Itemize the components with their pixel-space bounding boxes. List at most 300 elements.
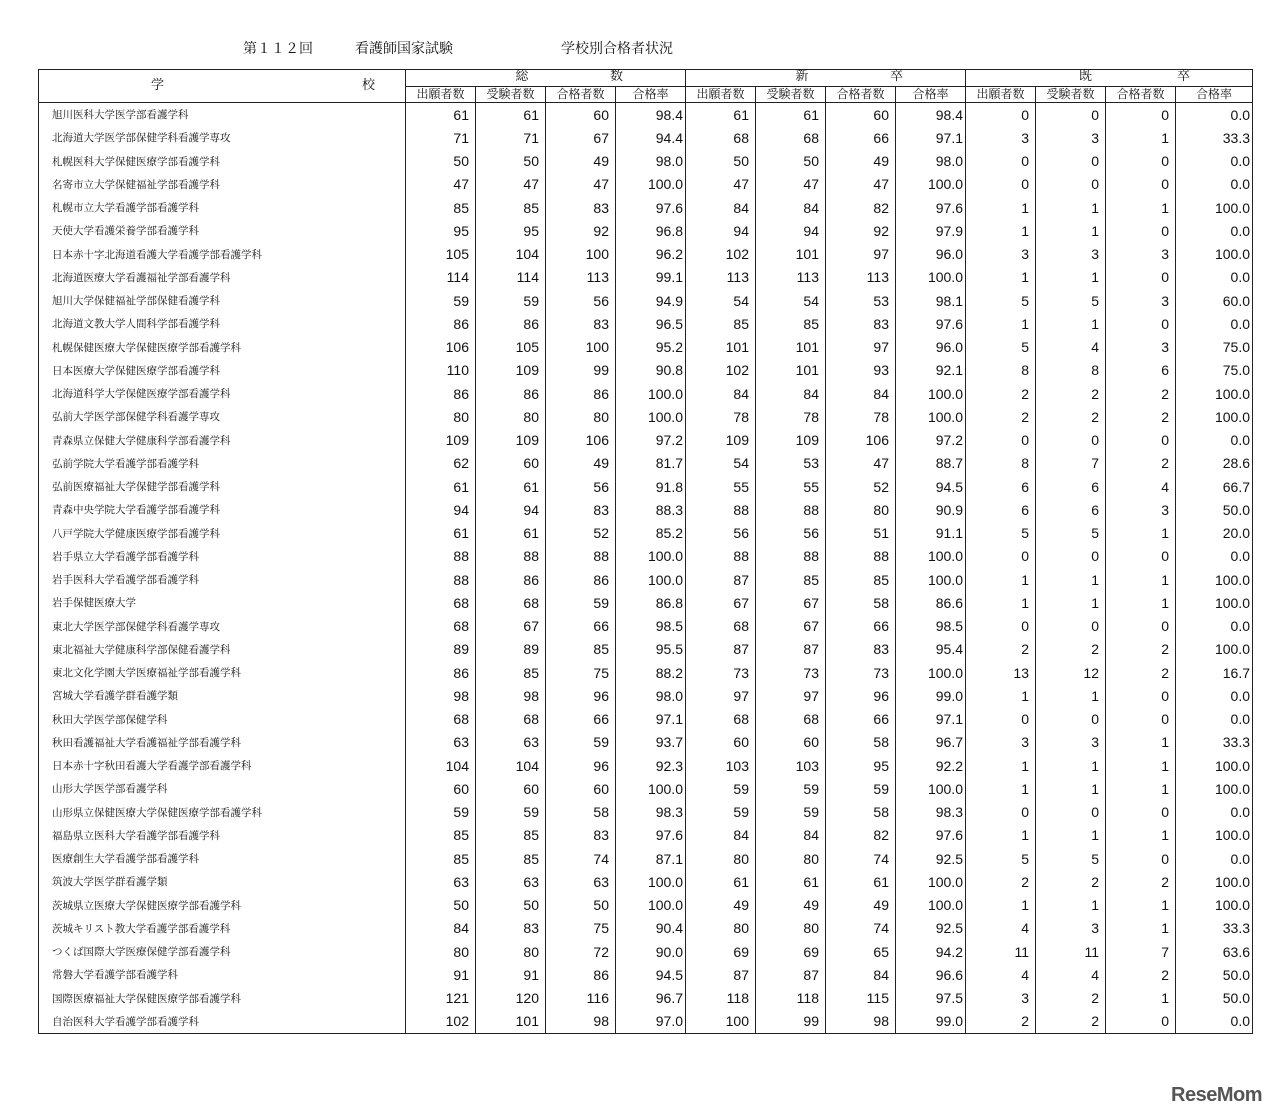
table-cell: 3 (1106, 243, 1176, 266)
table-cell: 2 (1036, 870, 1106, 893)
group-total-header (406, 70, 686, 87)
table-cell: 100.0 (1176, 824, 1253, 847)
school-name: 国際医療福祉大学保健医療学部看護学科 (39, 987, 406, 1010)
table-cell: 84 (686, 824, 756, 847)
table-cell: 94 (756, 219, 826, 242)
table-cell: 88 (546, 545, 616, 568)
table-cell: 60 (686, 731, 756, 754)
table-row (39, 243, 1253, 266)
table-cell: 53 (756, 452, 826, 475)
table-cell: 92.3 (616, 754, 686, 777)
table-cell: 89 (476, 638, 546, 661)
table-cell: 50 (476, 894, 546, 917)
table-cell: 0 (1106, 847, 1176, 870)
table-cell: 66 (546, 708, 616, 731)
table-cell: 120 (476, 987, 546, 1010)
table-cell: 100.0 (896, 545, 966, 568)
table-cell: 47 (476, 173, 546, 196)
group-total-right: 数 (609, 68, 623, 83)
table-cell: 1 (1106, 731, 1176, 754)
table-cell: 84 (686, 382, 756, 405)
group-past-right: 卒 (1176, 68, 1190, 83)
table-cell: 98 (406, 684, 476, 707)
school-name: 北海道大学医学部保健学科看護学専攻 (39, 126, 406, 149)
table-cell: 96.7 (616, 987, 686, 1010)
table-row (39, 405, 1253, 428)
table-cell: 92.2 (896, 754, 966, 777)
table-cell: 60 (546, 103, 616, 127)
table-cell: 59 (686, 801, 756, 824)
table-cell: 113 (686, 266, 756, 289)
table-cell: 100.0 (896, 777, 966, 800)
group-new-header (686, 70, 966, 87)
table-row (39, 731, 1253, 754)
table-row (39, 824, 1253, 847)
table-cell: 1 (966, 196, 1036, 219)
table-cell: 86.6 (896, 591, 966, 614)
table-cell: 61 (686, 870, 756, 893)
table-cell: 86.8 (616, 591, 686, 614)
table-cell: 85 (826, 568, 896, 591)
table-cell: 80 (476, 940, 546, 963)
school-name: 札幌市立大学看護学部看護学科 (39, 196, 406, 219)
table-cell: 61 (476, 103, 546, 127)
table-cell: 96.7 (896, 731, 966, 754)
school-name: 弘前学院大学看護学部看護学科 (39, 452, 406, 475)
subcolumn-header: 受験者数 (1036, 87, 1106, 103)
table-cell: 33.3 (1176, 731, 1253, 754)
table-cell: 69 (686, 940, 756, 963)
table-cell: 85 (476, 196, 546, 219)
table-cell: 74 (826, 847, 896, 870)
table-cell: 59 (406, 801, 476, 824)
table-cell: 5 (1036, 847, 1106, 870)
table-cell: 97.6 (896, 312, 966, 335)
table-cell: 0.0 (1176, 1010, 1253, 1034)
school-name: 岩手保健医療大学 (39, 591, 406, 614)
table-cell: 58 (826, 591, 896, 614)
table-cell: 54 (686, 289, 756, 312)
school-header-right: 校 (362, 77, 376, 92)
subcolumn-header: 合格率 (616, 87, 686, 103)
table-cell: 80 (406, 940, 476, 963)
table-row (39, 196, 1253, 219)
table-cell: 50 (756, 150, 826, 173)
table-cell: 87 (686, 568, 756, 591)
table-cell: 1 (1106, 196, 1176, 219)
results-table (38, 69, 1253, 1034)
table-cell: 68 (686, 615, 756, 638)
school-name: 東北福祉大学健康科学部保健看護学科 (39, 638, 406, 661)
table-cell: 90.9 (896, 498, 966, 521)
table-cell: 67 (756, 615, 826, 638)
table-cell: 73 (686, 661, 756, 684)
table-cell: 97.6 (896, 196, 966, 219)
table-cell: 72 (546, 940, 616, 963)
table-cell: 66 (826, 708, 896, 731)
table-cell: 1 (966, 754, 1036, 777)
table-cell: 106 (546, 429, 616, 452)
table-cell: 84 (756, 196, 826, 219)
table-cell: 78 (686, 405, 756, 428)
table-cell: 100 (546, 336, 616, 359)
table-cell: 101 (756, 359, 826, 382)
table-cell: 86 (476, 382, 546, 405)
table-cell: 2 (1106, 963, 1176, 986)
table-cell: 6 (966, 475, 1036, 498)
table-cell: 85.2 (616, 522, 686, 545)
school-name: 札幌保健医療大学保健医療学部看護学科 (39, 336, 406, 359)
table-cell: 59 (756, 801, 826, 824)
table-cell: 97.2 (616, 429, 686, 452)
table-cell: 2 (966, 638, 1036, 661)
table-cell: 49 (546, 452, 616, 475)
table-cell: 95 (826, 754, 896, 777)
table-cell: 1 (1036, 312, 1106, 335)
table-cell: 68 (406, 615, 476, 638)
table-row (39, 522, 1253, 545)
table-cell: 100.0 (616, 173, 686, 196)
school-name: 青森県立保健大学健康科学部看護学科 (39, 429, 406, 452)
table-cell: 67 (756, 591, 826, 614)
table-cell: 67 (686, 591, 756, 614)
table-cell: 100.0 (1176, 243, 1253, 266)
table-cell: 59 (756, 777, 826, 800)
table-row (39, 684, 1253, 707)
table-row (39, 498, 1253, 521)
table-cell: 80 (826, 498, 896, 521)
title-exam-number: 第１１２回 (243, 41, 313, 57)
table-cell: 47 (826, 173, 896, 196)
table-cell: 1 (966, 591, 1036, 614)
table-cell: 56 (546, 475, 616, 498)
school-name: 日本赤十字秋田看護大学看護学部看護学科 (39, 754, 406, 777)
school-name: 青森中央学院大学看護学部看護学科 (39, 498, 406, 521)
table-row (39, 661, 1253, 684)
table-cell: 66 (546, 615, 616, 638)
table-cell: 1 (1106, 522, 1176, 545)
table-cell: 85 (476, 824, 546, 847)
table-cell: 74 (546, 847, 616, 870)
table-cell: 47 (546, 173, 616, 196)
table-cell: 11 (1036, 940, 1106, 963)
table-cell: 100.0 (1176, 638, 1253, 661)
table-cell: 109 (686, 429, 756, 452)
table-cell: 100.0 (1176, 591, 1253, 614)
group-past-left: 既 (1079, 68, 1093, 83)
table-cell: 85 (476, 661, 546, 684)
table-cell: 84 (756, 382, 826, 405)
table-cell: 100.0 (896, 382, 966, 405)
table-cell: 97.6 (616, 824, 686, 847)
table-cell: 104 (476, 243, 546, 266)
table-cell: 101 (476, 1010, 546, 1034)
table-cell: 8 (966, 452, 1036, 475)
table-cell: 98.5 (896, 615, 966, 638)
table-cell: 95 (406, 219, 476, 242)
table-cell: 82 (826, 196, 896, 219)
table-cell: 100.0 (896, 405, 966, 428)
table-cell: 6 (1036, 498, 1106, 521)
table-cell: 96.6 (896, 963, 966, 986)
table-cell: 84 (756, 824, 826, 847)
table-cell: 3 (966, 987, 1036, 1010)
table-cell: 83 (546, 196, 616, 219)
table-cell: 89 (406, 638, 476, 661)
table-cell: 0.0 (1176, 219, 1253, 242)
table-cell: 4 (1036, 963, 1106, 986)
table-cell: 2 (1106, 661, 1176, 684)
table-cell: 59 (476, 801, 546, 824)
table-cell: 110 (406, 359, 476, 382)
table-cell: 60 (476, 777, 546, 800)
table-cell: 47 (686, 173, 756, 196)
table-cell: 100.0 (616, 777, 686, 800)
table-cell: 88.3 (616, 498, 686, 521)
table-cell: 83 (476, 917, 546, 940)
table-cell: 104 (406, 754, 476, 777)
table-cell: 6 (1106, 359, 1176, 382)
table-cell: 0 (966, 801, 1036, 824)
table-cell: 55 (756, 475, 826, 498)
school-name: 宮城大学看護学群看護学類 (39, 684, 406, 707)
table-row (39, 987, 1253, 1010)
table-cell: 4 (966, 917, 1036, 940)
table-row (39, 150, 1253, 173)
school-name: 北海道科学大学保健医療学部看護学科 (39, 382, 406, 405)
table-cell: 1 (1036, 684, 1106, 707)
table-cell: 83 (826, 312, 896, 335)
table-cell: 0 (1106, 266, 1176, 289)
table-cell: 82 (826, 824, 896, 847)
table-cell: 0.0 (1176, 173, 1253, 196)
table-cell: 101 (756, 336, 826, 359)
table-cell: 90.0 (616, 940, 686, 963)
table-row (39, 940, 1253, 963)
table-cell: 106 (826, 429, 896, 452)
subcolumn-header: 受験者数 (756, 87, 826, 103)
table-cell: 0.0 (1176, 684, 1253, 707)
table-row (39, 545, 1253, 568)
table-cell: 1 (1106, 824, 1176, 847)
table-cell: 0 (1106, 615, 1176, 638)
table-cell: 81.7 (616, 452, 686, 475)
table-cell: 100 (686, 1010, 756, 1034)
table-cell: 0 (966, 103, 1036, 127)
table-cell: 5 (966, 336, 1036, 359)
table-cell: 56 (546, 289, 616, 312)
table-cell: 0.0 (1176, 545, 1253, 568)
table-cell: 102 (686, 359, 756, 382)
table-cell: 88 (406, 545, 476, 568)
table-cell: 85 (406, 196, 476, 219)
table-cell: 3 (966, 731, 1036, 754)
table-cell: 98.4 (616, 103, 686, 127)
table-cell: 98 (826, 1010, 896, 1034)
table-cell: 86 (546, 963, 616, 986)
table-cell: 97.1 (616, 708, 686, 731)
table-cell: 94 (406, 498, 476, 521)
table-cell: 0.0 (1176, 708, 1253, 731)
table-row (39, 452, 1253, 475)
school-name: 秋田看護福祉大学看護福祉学部看護学科 (39, 731, 406, 754)
table-cell: 100.0 (1176, 382, 1253, 405)
table-cell: 61 (406, 522, 476, 545)
table-cell: 94.9 (616, 289, 686, 312)
table-cell: 0.0 (1176, 429, 1253, 452)
table-cell: 60 (546, 777, 616, 800)
table-cell: 52 (826, 475, 896, 498)
table-cell: 0 (1036, 801, 1106, 824)
table-cell: 2 (1036, 405, 1106, 428)
subcolumn-header: 合格者数 (826, 87, 896, 103)
table-cell: 98.3 (616, 801, 686, 824)
table-cell: 100.0 (616, 405, 686, 428)
table-cell: 99.0 (896, 1010, 966, 1034)
school-name: 筑波大学医学群看護学類 (39, 870, 406, 893)
table-cell: 50 (406, 150, 476, 173)
table-cell: 88 (406, 568, 476, 591)
table-row (39, 894, 1253, 917)
table-cell: 98.1 (896, 289, 966, 312)
table-cell: 1 (1106, 754, 1176, 777)
school-name: 秋田大学医学部保健学科 (39, 708, 406, 731)
table-cell: 50 (686, 150, 756, 173)
table-cell: 53 (826, 289, 896, 312)
table-cell: 92.5 (896, 847, 966, 870)
table-cell: 60.0 (1176, 289, 1253, 312)
table-cell: 60 (406, 777, 476, 800)
table-cell: 0.0 (1176, 847, 1253, 870)
table-cell: 3 (1106, 498, 1176, 521)
table-cell: 102 (686, 243, 756, 266)
school-name: 岩手県立大学看護学部看護学科 (39, 545, 406, 568)
table-cell: 97.6 (616, 196, 686, 219)
table-cell: 8 (966, 359, 1036, 382)
table-cell: 85 (686, 312, 756, 335)
table-cell: 83 (546, 312, 616, 335)
table-cell: 3 (1036, 126, 1106, 149)
table-cell: 0 (1036, 173, 1106, 196)
table-row (39, 126, 1253, 149)
table-cell: 99 (546, 359, 616, 382)
table-cell: 1 (966, 777, 1036, 800)
table-cell: 75.0 (1176, 336, 1253, 359)
group-past-header (966, 70, 1253, 87)
table-cell: 3 (966, 126, 1036, 149)
table-cell: 1 (1036, 591, 1106, 614)
table-cell: 1 (1036, 568, 1106, 591)
table-cell: 63 (406, 870, 476, 893)
table-cell: 96.0 (896, 336, 966, 359)
table-cell: 83 (546, 824, 616, 847)
table-cell: 97.1 (896, 126, 966, 149)
table-cell: 100.0 (1176, 894, 1253, 917)
table-cell: 0.0 (1176, 312, 1253, 335)
subcolumn-header: 出願者数 (686, 87, 756, 103)
table-cell: 1 (1106, 568, 1176, 591)
table-cell: 63 (476, 870, 546, 893)
table-cell: 71 (476, 126, 546, 149)
subcolumn-header: 合格率 (896, 87, 966, 103)
table-cell: 75 (546, 917, 616, 940)
table-cell: 6 (1036, 475, 1106, 498)
table-cell: 80 (406, 405, 476, 428)
table-cell: 94.2 (896, 940, 966, 963)
table-cell: 115 (826, 987, 896, 1010)
table-row (39, 289, 1253, 312)
table-cell: 91.8 (616, 475, 686, 498)
table-cell: 101 (756, 243, 826, 266)
table-cell: 88 (756, 498, 826, 521)
table-cell: 13 (966, 661, 1036, 684)
table-cell: 97.9 (896, 219, 966, 242)
table-cell: 56 (756, 522, 826, 545)
table-cell: 1 (966, 684, 1036, 707)
resemom-logo: ReseMom (1171, 1084, 1262, 1106)
table-cell: 109 (476, 359, 546, 382)
table-cell: 49 (826, 150, 896, 173)
table-cell: 63 (476, 731, 546, 754)
school-name: 東北大学医学部保健学科看護学専攻 (39, 615, 406, 638)
table-cell: 114 (476, 266, 546, 289)
school-name: 八戸学院大学健康医療学部看護学科 (39, 522, 406, 545)
table-cell: 80 (756, 917, 826, 940)
table-cell: 59 (546, 591, 616, 614)
table-cell: 116 (546, 987, 616, 1010)
table-cell: 109 (756, 429, 826, 452)
table-row (39, 754, 1253, 777)
table-cell: 2 (1036, 382, 1106, 405)
table-cell: 92 (546, 219, 616, 242)
table-cell: 88 (756, 545, 826, 568)
table-cell: 2 (966, 1010, 1036, 1034)
table-cell: 90.4 (616, 917, 686, 940)
table-row (39, 591, 1253, 614)
subcolumn-header: 出願者数 (966, 87, 1036, 103)
table-cell: 1 (966, 894, 1036, 917)
table-cell: 63 (406, 731, 476, 754)
table-cell: 61 (826, 870, 896, 893)
table-cell: 100.0 (896, 661, 966, 684)
school-name: 弘前大学医学部保健学科看護学専攻 (39, 405, 406, 428)
table-cell: 80 (546, 405, 616, 428)
table-row (39, 382, 1253, 405)
table-cell: 88 (826, 545, 896, 568)
table-cell: 99 (756, 1010, 826, 1034)
table-cell: 0 (966, 429, 1036, 452)
table-cell: 11 (966, 940, 1036, 963)
table-cell: 83 (546, 498, 616, 521)
table-cell: 59 (546, 731, 616, 754)
table-cell: 61 (406, 475, 476, 498)
table-cell: 1 (966, 312, 1036, 335)
title-exam-name: 看護師国家試験 (355, 41, 453, 57)
table-cell: 105 (406, 243, 476, 266)
table-cell: 84 (686, 196, 756, 219)
table-cell: 95.4 (896, 638, 966, 661)
table-cell: 96 (826, 684, 896, 707)
table-cell: 0 (1106, 1010, 1176, 1034)
table-cell: 80 (686, 917, 756, 940)
school-header-left: 学 (151, 77, 165, 92)
table-cell: 0 (1106, 708, 1176, 731)
table-cell: 58 (826, 731, 896, 754)
table-cell: 2 (1106, 382, 1176, 405)
table-cell: 88.2 (616, 661, 686, 684)
table-cell: 50.0 (1176, 498, 1253, 521)
table-cell: 97 (826, 336, 896, 359)
